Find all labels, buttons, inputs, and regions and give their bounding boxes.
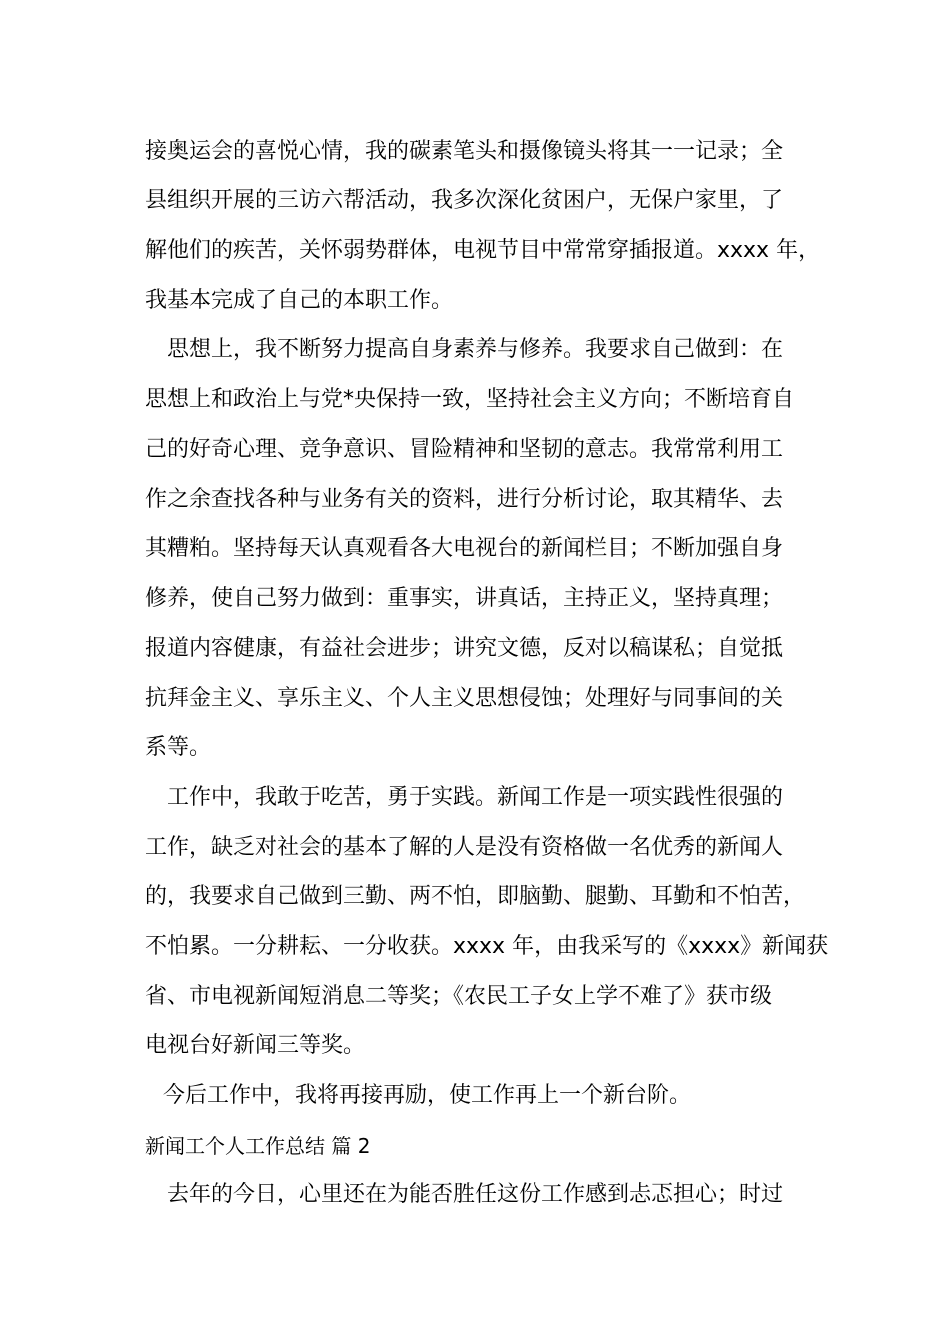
paragraph-start-line: 去年的今日，心里还在为能否胜任这份工作感到忐忑担心；时过 — [167, 1182, 784, 1207]
body-text-line: 解他们的疾苦，关怀弱势群体，电视节目中常常穿插报道。xxxx 年， — [145, 238, 821, 263]
body-text-line: 不怕累。一分耕耘、一分收获。xxxx 年，由我采写的《xxxx》新闻获 — [145, 934, 829, 959]
paragraph-start-line: 今后工作中，我将再接再励，使工作再上一个新台阶。 — [163, 1083, 692, 1108]
body-text-line: 电视台好新闻三等奖。 — [145, 1033, 366, 1058]
body-text-line: 县组织开展的三访六帮活动，我多次深化贫困户，无保户家里，了 — [145, 188, 784, 213]
body-text-line: 的，我要求自己做到三勤、两不怕，即脑勤、腿勤、耳勤和不怕苦， — [145, 884, 806, 909]
body-text-line: 抗拜金主义、享乐主义、个人主义思想侵蚀；处理好与同事间的关 — [145, 686, 784, 711]
body-text-line: 系等。 — [145, 735, 212, 760]
body-text-line: 其糟粕。坚持每天认真观看各大电视台的新闻栏目；不断加强自身 — [145, 536, 784, 561]
section-heading: 新闻工个人工作总结 篇 2 — [145, 1134, 371, 1158]
body-text-line: 报道内容健康，有益社会进步；讲究文德，反对以稿谋私；自觉抵 — [145, 636, 784, 661]
body-text-line: 思想上和政治上与党*央保持一致，坚持社会主义方向；不断培育自 — [145, 387, 795, 412]
body-text-line: 作之余查找各种与业务有关的资料，进行分析讨论，取其精华、去 — [145, 487, 784, 512]
paragraph-start-line: 思想上，我不断努力提高自身素养与修养。我要求自己做到：在 — [167, 337, 784, 362]
body-text-line: 我基本完成了自己的本职工作。 — [145, 288, 454, 313]
body-text-line: 接奥运会的喜悦心情，我的碳素笔头和摄像镜头将其一一记录；全 — [145, 139, 784, 164]
body-text-line: 工作，缺乏对社会的基本了解的人是没有资格做一名优秀的新闻人 — [145, 835, 784, 860]
paragraph-start-line: 工作中，我敢于吃苦，勇于实践。新闻工作是一项实践性很强的 — [167, 785, 784, 810]
body-text-line: 己的好奇心理、竞争意识、冒险精神和坚韧的意志。我常常利用工 — [145, 437, 784, 462]
body-text-line: 省、市电视新闻短消息二等奖；《农民工子女上学不难了》获市级 — [145, 984, 773, 1009]
body-text-line: 修养，使自己努力做到：重事实，讲真话，主持正义，坚持真理； — [145, 586, 784, 611]
